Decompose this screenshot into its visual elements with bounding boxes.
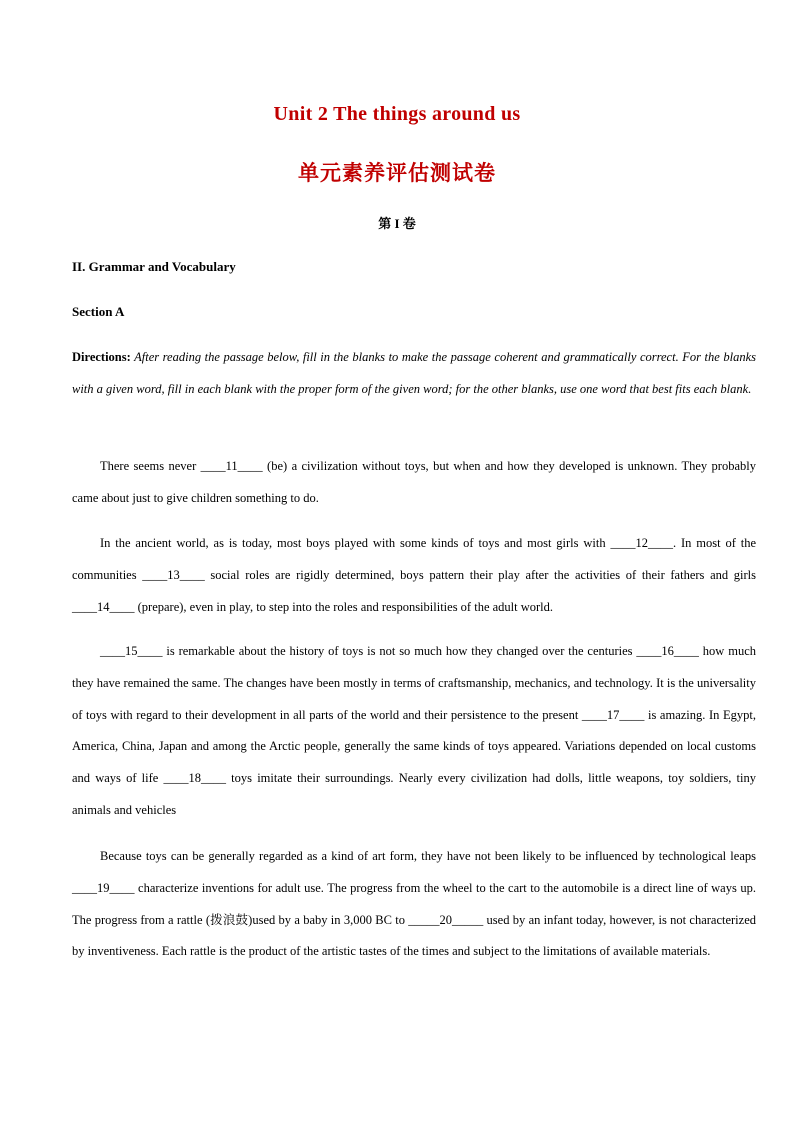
passage-paragraph-2: In the ancient world, as is today, most boys played with some kinds of toys and most girls with ____12____. In most of the communities ____13____ social roles are rigidly determined, boys pattern their play after the activities of their fathers and girls ____14____ (prepare), even in play, to step into the roles and responsibilities of the adult world.	[72, 536, 756, 614]
passage-paragraph-3: ____15____ is remarkable about the history of toys is not so much how they changed over the centuries ____16____ how much they have remained the same. The changes have been mostly in terms of craftsmanship, mechanics, and technology. It is the universality of toys with regard to their development in all parts of the world and their persistence to the present ____17____ is amazing. In Egypt, America, China, Japan and among the Arctic people, generally the same kinds of toys appeared. Variations depended on local customs and ways of life ____18____ toys imitate their surroundings. Nearly every civilization had dolls, little weapons, toy soldiers, tiny animals and vehicles	[72, 644, 756, 817]
directions-text: After reading the passage below, fill in the blanks to make the passage coherent and grammatically correct. For the blanks with a given word, fill in each blank with the proper form of the given word; for the other blanks, use one word that best fits each blank.	[72, 350, 756, 396]
directions	[72, 342, 756, 406]
section-heading: II. Grammar and Vocabulary	[72, 259, 236, 274]
subsection-heading: Section A	[72, 304, 125, 319]
directions-label: Directions:	[72, 350, 131, 364]
document-subtitle: 单元素养评估测试卷	[298, 161, 496, 185]
document-title: Unit 2 The things around us	[273, 103, 521, 125]
passage-paragraph-4: Because toys can be generally regarded as a kind of art form, they have not been likely to be influenced by technological leaps ____19____ characterize inventions for adult use. The progress from the wheel to the cart to the automobile is a direct line of ways up. The progress from a rattle (拨浪鼓)used by a baby in 3,000 BC to _____20_____ used by an infant today, however, is not characterized by inventiveness. Each rattle is the product of the artistic tastes of the times and subject to the limitations of available materials.	[72, 849, 756, 959]
passage-paragraph-1: There seems never ____11____ (be) a civilization without toys, but when and how they developed is unknown. They probably came about just to give children something to do.	[72, 459, 756, 505]
volume-label: 第 I 卷	[378, 216, 416, 231]
